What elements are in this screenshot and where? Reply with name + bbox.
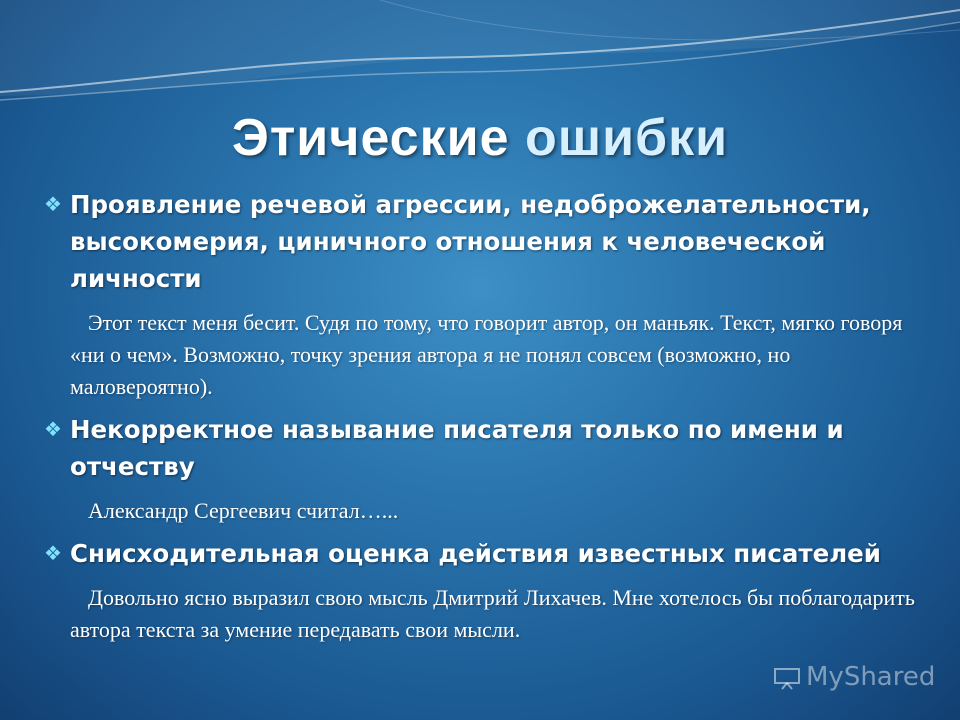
- bullet-list: [44, 186, 924, 654]
- list-item: [44, 411, 924, 527]
- diamond-bullet-icon: ❖: [44, 417, 62, 441]
- list-item: [44, 186, 924, 403]
- presentation-icon: [772, 666, 802, 690]
- list-item: [44, 535, 924, 646]
- item-heading: Некорректное называние писателя только по имени и отчеству: [70, 415, 844, 481]
- watermark: [772, 662, 935, 692]
- diamond-bullet-icon: ❖: [44, 541, 62, 565]
- watermark-text: MyShared: [806, 662, 936, 692]
- slide-title: [0, 108, 960, 168]
- decorative-waves: [0, 0, 960, 110]
- item-heading: Проявление речевой агрессии, недоброжелательности, высокомерия, циничного отношения к человеческой личности: [70, 190, 871, 293]
- title-word-2: ошибки: [524, 109, 729, 167]
- item-heading: Снисходительная оценка действия известных писателей: [70, 539, 881, 568]
- item-example: Довольно ясно выразил свою мысль Дмитрий Лихачев. Мне хотелось бы поблагодарить автора текста за умение передавать свои мысли.: [70, 585, 915, 642]
- item-example: Александр Сергеевич считал…...: [88, 498, 399, 523]
- diamond-bullet-icon: ❖: [44, 192, 62, 216]
- title-word-1: Этические: [231, 109, 510, 167]
- item-example: Этот текст меня бесит. Судя по тому, что говорит автор, он маньяк. Текст, мягко говоря «ни о чем». Возможно, точку зрения автора я не понял совсем (возможно, но маловероятно).: [70, 310, 903, 399]
